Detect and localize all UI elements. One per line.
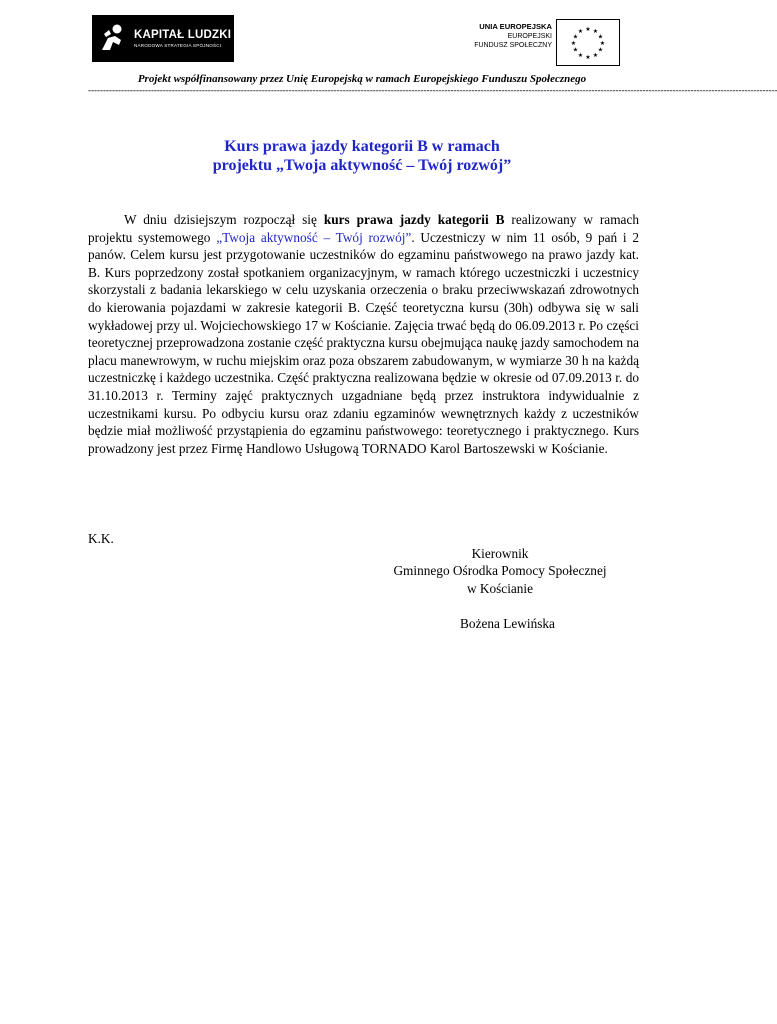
svg-text:★: ★ [585, 54, 591, 61]
svg-text:★: ★ [577, 52, 584, 59]
svg-text:★: ★ [597, 33, 604, 41]
eu-line-1: UNIA EUROPEJSKA [479, 22, 552, 31]
title-line-1: Kurs prawa jazdy kategorii B w ramach [224, 138, 500, 155]
title-line-2: projektu „Twoja aktywność – Twój rozwój” [212, 157, 512, 174]
logo-subtitle: NARODOWA STRATEGIA SPÓJNOŚCI [134, 43, 222, 48]
eu-flag-icon [556, 19, 620, 66]
body-part-2: realizowany w ramach projektu systemowego [88, 212, 639, 245]
kapital-ludzki-logo [92, 15, 234, 62]
svg-text:★: ★ [592, 28, 599, 35]
signature-role: Kierownik [471, 546, 529, 561]
svg-text:★: ★ [572, 33, 579, 41]
svg-text:★: ★ [592, 52, 599, 59]
svg-text:★: ★ [597, 46, 604, 54]
kapital-ludzki-emblem-icon [92, 15, 132, 62]
body-project-name: „Twoja aktywność – Twój rozwój” [216, 229, 412, 245]
document-title [0, 137, 724, 175]
project-cofinancing-line: Projekt współfinansowany przez Unię Europejską w ramach Europejskiego Funduszu Społecznego [137, 73, 587, 85]
header-separator: -------------------------------------------------------------------------------------------------------------------------------------------------------------------------------------------------------------------------------------- [88, 85, 777, 95]
body-part-1: W dniu dzisiejszym rozpoczął się [124, 212, 324, 227]
logo-title: KAPITAŁ LUDZKI [134, 29, 232, 41]
body-paragraph [88, 211, 639, 457]
signature-block [330, 545, 670, 633]
svg-text:★: ★ [577, 28, 584, 35]
author-initials: K.K. [88, 531, 114, 546]
signature-location: w Kościanie [466, 580, 534, 596]
signature-institution: Gminnego Ośrodka Pomocy Społecznej [393, 563, 607, 579]
svg-text:★: ★ [599, 40, 606, 47]
signature-name: Bożena Lewińska [460, 616, 555, 632]
body-part-3: . Uczestniczy w nim 11 osób, 9 pań i 2 panów. Celem kursu jest przygotowanie uczestników do egzaminu państwowego na prawo jazdy kat. B. Kurs poprzedzony został spotkaniem organizacyjnym, w ramach którego uczestniczki i uczestnicy skorzystali z badania lekarskiego w celu uzyskania orzeczenia o braku przeciwwskazań zdrowotnych do kierowania pojazdami w zakresie kategorii B. Część teoretyczna kursu (30h) odbywa się w sali wykładowej przy ul. Wojciechowskiego 17 w Kościanie. Zajęcia trwać będą do 06.09.2013 r. Po części teoretycznej przeprowadzona zostanie część praktyczna kursu obejmująca naukę jazdy samochodem na placu manewrowym, w ruchu miejskim oraz poza obszarem zabudowanym, w wymiarze 30 h na każdą uczestniczkę i każdego uczestnika. Część praktyczna realizowana będzie w okresie od 07.09.2013 r. do 31.10.2013 r. Terminy zajęć praktycznych uzgadniane będą przez instruktora indywidualnie z uczestnikami kursu. Po odbyciu kursu oraz zdaniu egzaminów wewnętrznych każdy z uczestników będzie miał możliwość przystąpienia do egzaminu państwowego: teoretycznego i praktycznego. Kurs prowadzony jest przez Firmę Handlowo Usługową TORNADO Karol Bartoszewski w Kościanie. [88, 229, 639, 456]
eu-logo-text [464, 22, 552, 50]
body-bold: kurs prawa jazdy kategorii B [323, 212, 505, 227]
svg-text:★: ★ [572, 46, 579, 54]
eu-line-2: EUROPEJSKI [507, 33, 552, 40]
svg-text:★: ★ [585, 26, 591, 33]
eu-line-3: FUNDUSZ SPOŁECZNY [474, 42, 552, 49]
svg-text:★: ★ [570, 40, 577, 47]
